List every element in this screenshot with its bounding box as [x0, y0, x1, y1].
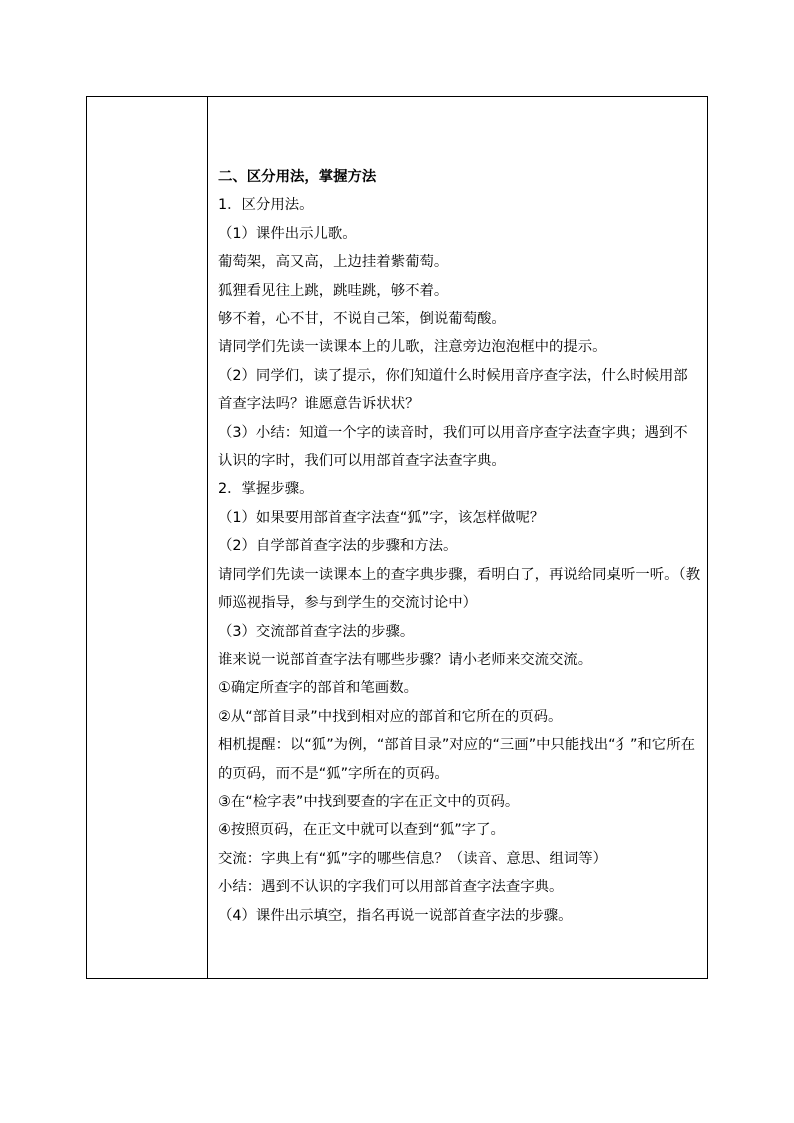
content-line: 2．掌握步骤。	[218, 481, 314, 498]
content-line: 够不着，心不甘，不说自己笨，倒说葡萄酸。	[218, 311, 506, 328]
content-line: 谁来说一说部首查字法有哪些步骤？请小老师来交流交流。	[218, 651, 593, 668]
content-line: 小结：遇到不认识的字我们可以用部首查字法查字典。	[218, 879, 564, 896]
content-line: （3）小结：知道一个字的读音时，我们可以用音序查字法查字典；遇到不认识的字时，我们可以用部首查字法查字典。	[218, 424, 688, 470]
content-line: 狐狸看见往上跳，跳哇跳，够不着。	[218, 282, 449, 299]
section-label-cell	[87, 97, 208, 979]
table-row	[87, 97, 708, 979]
content-line: ①确定所查字的部首和笔画数。	[218, 680, 418, 697]
content-line: ③在“检字表”中找到要查的字在正文中的页码。	[218, 793, 520, 810]
lesson-content-cell	[208, 97, 708, 979]
content-line: 请同学们先读一读课本上的儿歌，注意旁边泡泡框中的提示。	[218, 339, 607, 356]
content-line: 请同学们先读一读课本上的查字典步骤，看明白了，再说给同桌听一听。（教师巡视指导，参与到学生的交流讨论中）	[218, 566, 701, 612]
content-line: （3）交流部首查字法的步骤。	[218, 623, 415, 640]
content-line: 相机提醒：以“狐”为例，“部首目录”对应的“三画”中只能找出“犭”和它所在的页码，而不是“狐”字所在的页码。	[218, 737, 695, 782]
content-line: 交流：字典上有“狐”字的哪些信息？（读音、意思、组词等）	[218, 850, 608, 867]
content-line: 葡萄架，高又高，上边挂着紫葡萄。	[218, 254, 449, 271]
lesson-plan-table	[86, 96, 708, 979]
section-heading: 二、区分用法，掌握方法	[218, 169, 377, 185]
content-line: （2）同学们，读了提示，你们知道什么时候用音序查字法，什么时候用部首查字法吗？谁愿意告诉状状？	[218, 367, 688, 413]
lesson-content	[208, 97, 707, 930]
content-line: 1．区分用法。	[218, 197, 314, 214]
content-line: ②从“部首目录”中找到相对应的部首和它所在的页码。	[218, 708, 563, 725]
content-line: （4）课件出示填空，指名再说一说部首查字法的步骤。	[218, 907, 573, 924]
content-line: （1）课件出示儿歌。	[218, 225, 357, 242]
content-line: （2）自学部首查字法的步骤和方法。	[218, 538, 458, 555]
content-line: ④按照页码，在正文中就可以查到“狐”字了。	[218, 822, 505, 839]
content-line: （1）如果要用部首查字法查“狐”字，该怎样做呢？	[218, 509, 545, 526]
